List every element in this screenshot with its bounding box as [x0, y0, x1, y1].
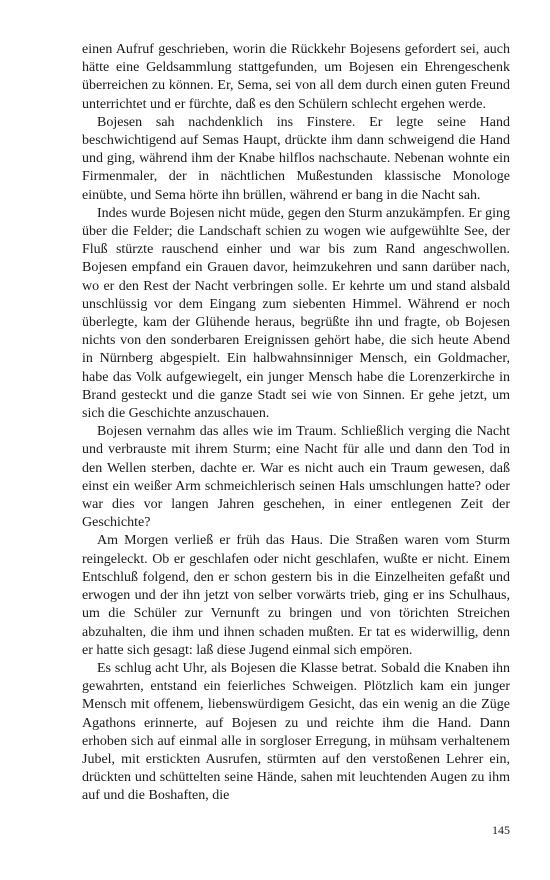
paragraph: Bojesen vernahm das alles wie im Traum. Schließlich verging die Nacht und verbrauste mit ihrem Sturm; eine Nacht für alle und dann den Tod in den Wellen sterben, dachte er. War es nicht auch ein Traum gewesen, daß einst ein weißer Arm schmeichlerisch seinen Hals umschlungen hatte? oder war dies vor langen Jahren geschehen, in einer entlegenen Zeit der Geschichte?: [82, 424, 510, 531]
paragraph: Am Morgen verließ er früh das Haus. Die Straßen waren vom Sturm reingeleckt. Ob er geschlafen oder nicht geschlafen, wußte er nicht. Einem Entschluß folgend, den er schon gestern bis in die Einzelheiten gefaßt und erwogen und der ihn jetzt von selber vorwärts trieb, ging er ins Schulhaus, um die Schüler zur Vernunft zu bringen und von törichten Streichen abzuhalten, die ihm und ihnen schaden mußten. Er tat es widerwillig, denn er hatte sich gesagt: laß diese Jugend einmal sich empören.: [82, 533, 510, 658]
body-text: [82, 41, 510, 806]
paragraph: Bojesen sah nachdenklich ins Finstere. Er legte seine Hand beschwichtigend auf Semas Haupt, drückte ihm dann schweigend die Hand und ging, während ihm der Knabe hilflos nachschaute. Nebenan wohnte ein Firmenmaler, der in nächtlichen Mußestunden klassische Monologe einübte, und Sema hörte ihn brüllen, während er bang in die Nacht sah.: [82, 114, 510, 203]
paragraph: einen Aufruf geschrieben, worin die Rückkehr Bojesens gefordert sei, auch hätte eine Geldsammlung stattgefunden, um Bojesen ein Ehrengeschenk überreichen zu können. Er, Sema, sei von all dem durch einen guten Freund unterrichtet und er fürchte, daß es den Schülern schlecht ergehen werde.: [82, 42, 510, 112]
paragraph: Es schlug acht Uhr, als Bojesen die Klasse betrat. Sobald die Knaben ihn gewahrten, entstand ein feierliches Schweigen. Plötzlich kam ein junger Mensch mit offenem, liebenswürdigem Gesicht, das ein wenig an die Züge Agathons erinnerte, auf Bojesen zu und reichte ihm die Hand. Dann erhoben sich auf einmal alle in sorgloser Erregung, in mühsam verhaltenem Jubel, mit erstickten Ausrufen, stürmten auf den verstoßenen Lehrer ein, drückten und schüttelten seine Hände, sahen mit leuchtenden Augen zu ihm auf und die Boshaften, die: [82, 660, 510, 804]
paragraph: Indes wurde Bojesen nicht müde, gegen den Sturm anzukämpfen. Er ging über die Felder; die Landschaft schien zu wogen wie aufgewühlte See, der Fluß stürzte rauschend einher und war bis zum Rand angeschwollen. Bojesen empfand ein Grauen davor, heimzukehren und sann darüber nach, wo er den Rest der Nacht verbringen solle. Er kehrte um und stand alsbald unschlüssig vor dem Eingang zum siebenten Himmel. Während er noch überlegte, kam der Glühende heraus, begrüßte ihn und fragte, ob Bojesen nichts von den sonderbaren Ereignissen gehört habe, die sich heute Abend in Nürnberg abgespielt. Ein halbwahnsinniger Mensch, ein Goldmacher, habe das Volk aufgewiegelt, ein junger Mensch habe die Lorenzerkirche in Brand gesteckt und die ganze Stadt sei wie von Sinnen. Er gehe jetzt, um sich die Geschichte anzuschauen.: [82, 205, 510, 422]
page-number: 145: [492, 823, 510, 837]
